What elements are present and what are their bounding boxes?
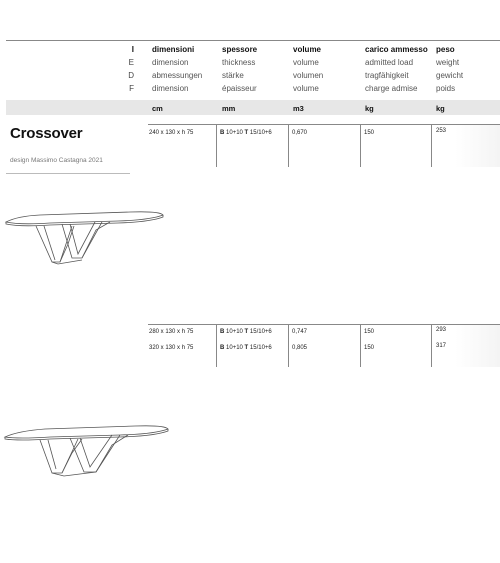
header-load-it: carico ammesso — [365, 45, 428, 54]
table2-separator-thick — [288, 325, 289, 367]
table2-weight-shade — [455, 325, 500, 367]
unit-weight: kg — [436, 104, 445, 113]
unit-thickness: mm — [222, 104, 236, 113]
cell-load: 150 — [364, 130, 375, 136]
cell-dimension: 280 x 130 x h 75 — [149, 329, 194, 335]
header-weight-fr: poids — [436, 84, 456, 93]
header-dimension-de: abmessungen — [152, 71, 203, 80]
table1-top-rule — [148, 124, 500, 125]
lang-code-it: I — [131, 45, 134, 54]
thickness-t-value: 15/10+6 — [249, 329, 272, 335]
header-thickness-fr: épaisseur — [222, 84, 257, 93]
table2-separator-load — [431, 325, 432, 367]
unit-volume: m3 — [293, 104, 304, 113]
table1-separator-load — [431, 125, 432, 167]
header-thickness-de: stärke — [222, 71, 244, 80]
header-thickness-en: thickness — [222, 58, 256, 67]
thickness-b-label: B — [220, 130, 225, 136]
cell-load: 150 — [364, 345, 375, 351]
cell-volume: 0,670 — [292, 130, 308, 136]
thickness-b-value: 10+10 — [226, 130, 243, 136]
cell-thickness — [220, 130, 272, 136]
header-volume-de: volumen — [293, 71, 324, 80]
header-weight-en: weight — [436, 58, 460, 67]
header-dimension-fr: dimension — [152, 84, 189, 93]
table1-separator-dim — [216, 125, 217, 167]
header-weight-it: peso — [436, 45, 455, 54]
table1-separator-thick — [288, 125, 289, 167]
lang-code-fr: F — [129, 84, 134, 93]
thickness-t-value: 15/10+6 — [249, 345, 272, 351]
table1-separator-vol — [360, 125, 361, 167]
unit-dimension: cm — [152, 104, 163, 113]
thickness-t-value: 15/10+6 — [249, 130, 272, 136]
table2-separator-dim — [216, 325, 217, 367]
header-load-en: admitted load — [365, 58, 414, 67]
header-load-fr: charge admise — [365, 84, 418, 93]
cell-thickness — [220, 329, 272, 335]
cell-weight: 253 — [436, 128, 447, 134]
thickness-b-label: B — [220, 329, 225, 335]
thickness-b-value: 10+10 — [226, 345, 243, 351]
units-bar — [6, 100, 500, 115]
cell-thickness — [220, 345, 272, 351]
thickness-t-label: T — [244, 329, 249, 335]
header-volume-fr: volume — [293, 84, 319, 93]
top-rule — [6, 40, 500, 41]
designer-underline — [6, 173, 130, 174]
product-designer: design Massimo Castagna 2021 — [10, 157, 103, 164]
table-drawing-long — [0, 415, 175, 480]
lang-code-en: E — [128, 58, 134, 67]
product-name: Crossover — [10, 125, 83, 142]
cell-volume: 0,805 — [292, 345, 308, 351]
header-dimension-en: dimension — [152, 58, 189, 67]
thickness-b-label: B — [220, 345, 225, 351]
header-volume-en: volume — [293, 58, 319, 67]
header-thickness-it: spessore — [222, 45, 258, 54]
table2-separator-vol — [360, 325, 361, 367]
table2-top-rule — [148, 324, 500, 325]
header-dimension-it: dimensioni — [152, 45, 195, 54]
cell-weight: 293 — [436, 327, 447, 333]
table1-weight-shade — [455, 125, 500, 167]
header-volume-it: volume — [293, 45, 322, 54]
cell-dimension: 240 x 130 x h 75 — [149, 130, 194, 136]
header-load-de: tragfähigkeit — [365, 71, 409, 80]
table-drawing-short — [0, 200, 170, 270]
thickness-t-label: T — [244, 130, 249, 136]
cell-weight: 317 — [436, 343, 447, 349]
cell-volume: 0,747 — [292, 329, 308, 335]
cell-load: 150 — [364, 329, 375, 335]
thickness-t-label: T — [244, 345, 249, 351]
lang-code-de: D — [128, 71, 134, 80]
header-weight-de: gewicht — [436, 71, 464, 80]
thickness-b-value: 10+10 — [226, 329, 243, 335]
cell-dimension: 320 x 130 x h 75 — [149, 345, 194, 351]
unit-load: kg — [365, 104, 374, 113]
